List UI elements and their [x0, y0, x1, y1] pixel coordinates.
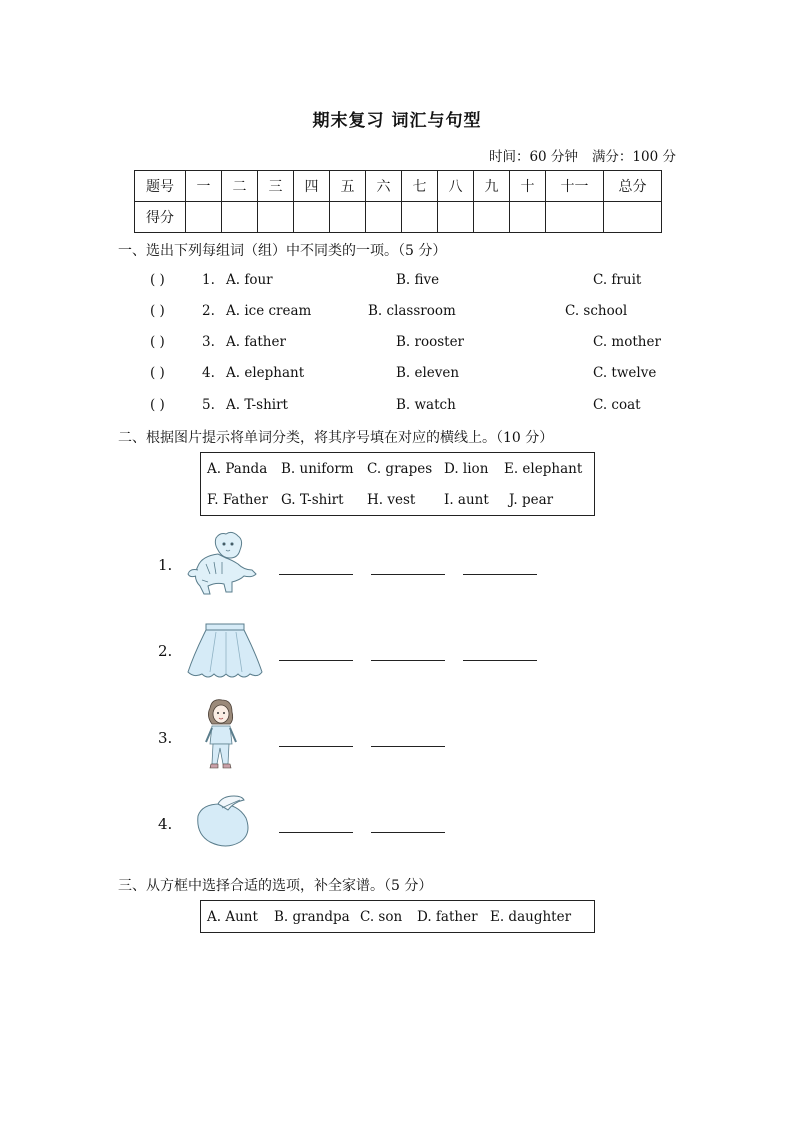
family-word-item: E. daughter [490, 909, 572, 925]
score-input-cell[interactable] [294, 202, 330, 233]
option-b: B. classroom [368, 303, 456, 319]
word-bank-item: I. aunt [444, 492, 489, 508]
word-bank-box [200, 452, 595, 516]
section1-heading: 一、选出下列每组词（组）中不同类的一项。（5 分） [118, 243, 447, 259]
score-header-cell: 八 [438, 171, 474, 202]
section3-heading: 三、从方框中选择合适的选项，补全家谱。（5 分） [118, 878, 433, 894]
answer-blank[interactable] [279, 574, 353, 575]
mango-picture [192, 794, 254, 850]
option-a: A. four [226, 272, 273, 288]
picture-number: 4. [158, 815, 173, 833]
word-bank-item: G. T-shirt [281, 492, 344, 508]
score-input-cell[interactable] [510, 202, 546, 233]
skirt-picture [186, 618, 264, 682]
score-input-cell[interactable] [546, 202, 604, 233]
option-a: A. T-shirt [226, 397, 288, 413]
question-number: 1. [202, 272, 215, 288]
score-input-cell[interactable] [258, 202, 294, 233]
option-b: B. five [396, 272, 440, 288]
answer-paren[interactable]: ( ) [150, 334, 165, 350]
score-input-cell[interactable] [604, 202, 662, 233]
page-title: 期末复习 词汇与句型 [312, 111, 482, 131]
picture-number: 1. [158, 556, 173, 574]
score-header-cell: 十 [510, 171, 546, 202]
question-number: 3. [202, 334, 215, 350]
family-word-box [200, 900, 595, 933]
score-input-cell[interactable] [402, 202, 438, 233]
answer-blank[interactable] [371, 832, 445, 833]
score-header-cell: 六 [366, 171, 402, 202]
score-header-cell: 五 [330, 171, 366, 202]
score-table-score-row [135, 202, 662, 233]
score-input-cell[interactable] [366, 202, 402, 233]
score-header-cell: 十一 [546, 171, 604, 202]
full-score: 满分：100 分 [591, 149, 676, 165]
section2-heading: 二、根据图片提示将单词分类，将其序号填在对应的横线上。（10 分） [118, 430, 554, 446]
word-bank-item: H. vest [367, 492, 416, 508]
word-bank-item: D. lion [444, 461, 489, 477]
answer-paren[interactable]: ( ) [150, 397, 165, 413]
score-header-cell: 四 [294, 171, 330, 202]
option-b: B. watch [396, 397, 456, 413]
girl-picture [200, 698, 240, 774]
word-bank-item: E. elephant [504, 461, 583, 477]
score-header-cell: 二 [222, 171, 258, 202]
word-bank-item: J. pear [509, 492, 554, 508]
score-row-label: 得分 [135, 202, 186, 233]
score-input-cell[interactable] [474, 202, 510, 233]
score-input-cell[interactable] [186, 202, 222, 233]
family-word-item: C. son [360, 909, 403, 925]
option-c: C. fruit [593, 272, 642, 288]
score-input-cell[interactable] [222, 202, 258, 233]
word-bank-item: F. Father [207, 492, 268, 508]
score-header-cell: 九 [474, 171, 510, 202]
answer-paren[interactable]: ( ) [150, 303, 165, 319]
score-table [134, 170, 662, 233]
option-c: C. school [565, 303, 628, 319]
score-header-cell: 一 [186, 171, 222, 202]
score-input-cell[interactable] [330, 202, 366, 233]
option-a: A. ice cream [226, 303, 312, 319]
option-a: A. elephant [226, 365, 305, 381]
answer-blank[interactable] [279, 660, 353, 661]
word-bank-item: C. grapes [367, 461, 433, 477]
score-input-cell[interactable] [438, 202, 474, 233]
answer-blank[interactable] [371, 574, 445, 575]
answer-blank[interactable] [371, 660, 445, 661]
time-limit: 时间：60 分钟 [488, 149, 578, 165]
family-word-item: D. father [417, 909, 478, 925]
option-b: B. rooster [396, 334, 465, 350]
score-header-cell: 三 [258, 171, 294, 202]
tiger-picture [186, 530, 260, 598]
answer-blank[interactable] [371, 746, 445, 747]
question-number: 4. [202, 365, 215, 381]
option-c: C. mother [593, 334, 661, 350]
word-bank-item: B. uniform [281, 461, 354, 477]
answer-blank[interactable] [279, 832, 353, 833]
score-table-header-row [135, 171, 662, 202]
answer-paren[interactable]: ( ) [150, 272, 165, 288]
score-header-cell: 题号 [135, 171, 186, 202]
option-c: C. coat [593, 397, 641, 413]
answer-paren[interactable]: ( ) [150, 365, 165, 381]
question-number: 5. [202, 397, 215, 413]
score-header-cell: 总分 [604, 171, 662, 202]
question-number: 2. [202, 303, 215, 319]
answer-blank[interactable] [279, 746, 353, 747]
answer-blank[interactable] [463, 574, 537, 575]
family-word-item: B. grandpa [274, 909, 350, 925]
option-c: C. twelve [593, 365, 657, 381]
answer-blank[interactable] [463, 660, 537, 661]
option-a: A. father [226, 334, 286, 350]
picture-number: 2. [158, 642, 173, 660]
time-info [489, 145, 676, 165]
option-b: B. eleven [396, 365, 460, 381]
word-bank-item: A. Panda [207, 461, 268, 477]
family-word-item: A. Aunt [207, 909, 258, 925]
picture-number: 3. [158, 729, 173, 747]
score-header-cell: 七 [402, 171, 438, 202]
